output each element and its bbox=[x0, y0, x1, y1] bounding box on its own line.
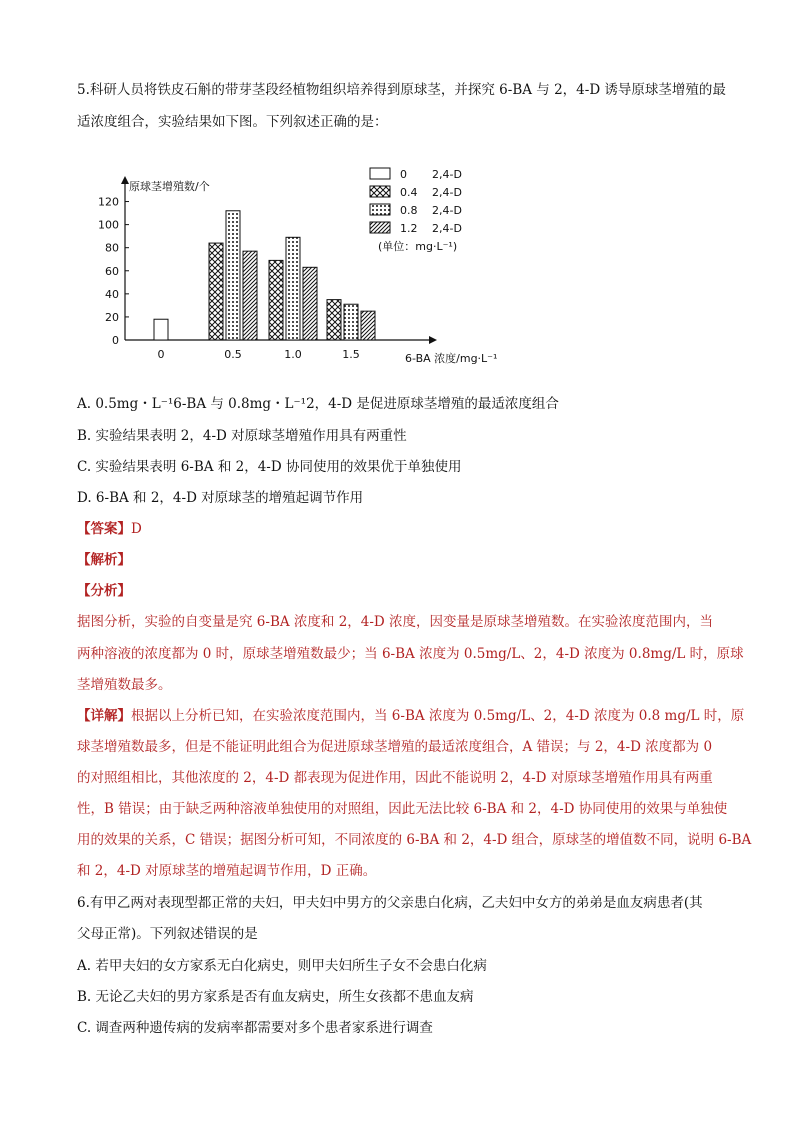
x-tick-label: 1.0 bbox=[284, 348, 302, 361]
bar bbox=[269, 260, 283, 340]
bar bbox=[154, 319, 168, 340]
bar bbox=[286, 237, 300, 340]
legend-swatch bbox=[370, 186, 390, 197]
legend-label: 0.4 bbox=[400, 186, 418, 199]
bar-chart-svg bbox=[95, 160, 515, 380]
legend-swatch bbox=[370, 204, 390, 215]
q5-stem-line2: 适浓度组合，实验结果如下图。下列叙述正确的是： bbox=[77, 114, 388, 130]
bar bbox=[243, 251, 257, 340]
x-tick-label: 0 bbox=[157, 348, 165, 361]
fenxi-line1: 据图分析，实验的自变量是究 6-BA 浓度和 2，4-D 浓度，因变量是原球茎增殖数。在实验浓度范围内，当 bbox=[77, 614, 714, 630]
xiangjie-line5: 用的效果的关系，C 错误；据图分析可知，不同浓度的 6-BA 和 2，4-D 组合，原球茎的增值数不同，说明 6-BA bbox=[77, 832, 752, 848]
q6-stem-line2: 父母正常)。下列叙述错误的是 bbox=[77, 926, 258, 942]
y-tick-label: 0 bbox=[112, 334, 119, 347]
legend-label: 2,4-D bbox=[432, 204, 462, 217]
answer-line bbox=[77, 519, 142, 539]
xiangjie-line2: 球茎增殖数最多，但是不能证明此组合为促进原球茎增殖的最适浓度组合，A 错误；与 2，4-D 浓度都为 0 bbox=[77, 739, 713, 755]
bar bbox=[344, 304, 358, 340]
q5-stem-line1: 5.科研人员将铁皮石斛的带芽茎段经植物组织培养得到原球茎，并探究 6-BA 与 2，4-D 诱导原球茎增殖的最 bbox=[77, 82, 726, 98]
xiangjie-text1: 根据以上分析已知，在实验浓度范围内，当 6-BA 浓度为 0.5mg/L、2，4-D 浓度为 0.8 mg/L 时，原 bbox=[131, 708, 745, 724]
bar bbox=[209, 243, 223, 340]
xiangjie-line6: 和 2，4-D 对原球茎的增殖起调节作用，D 正确。 bbox=[77, 863, 377, 879]
q5-option-d: D. 6-BA 和 2，4-D 对原球茎的增殖起调节作用 bbox=[77, 490, 364, 506]
q6-option-c: C. 调查两种遗传病的发病率都需要对多个患者家系进行调查 bbox=[77, 1020, 433, 1036]
bar bbox=[303, 267, 317, 340]
legend-swatch bbox=[370, 222, 390, 233]
legend-label: 0.8 bbox=[400, 204, 418, 217]
x-axis-label: 6-BA 浓度/mg·L⁻¹ bbox=[405, 352, 498, 365]
legend-swatch bbox=[370, 168, 390, 179]
answer-value: D bbox=[131, 521, 142, 537]
y-axis-arrow bbox=[121, 176, 129, 184]
y-axis-label: 原球茎增殖数/个 bbox=[129, 180, 210, 193]
y-tick-label: 80 bbox=[105, 241, 119, 255]
y-tick-label: 20 bbox=[105, 310, 119, 324]
answer-label: 【答案】 bbox=[77, 521, 131, 537]
legend-label: 2,4-D bbox=[432, 222, 462, 235]
xiangjie-line3: 的对照组相比，其他浓度的 2，4-D 都表现为促进作用，因此不能说明 2，4-D 对原球茎增殖作用具有两重 bbox=[77, 770, 713, 786]
legend-label: 1.2 bbox=[400, 222, 418, 235]
y-tick-label: 100 bbox=[98, 218, 119, 232]
x-tick-label: 1.5 bbox=[342, 348, 360, 361]
q5-option-a: A. 0.5mg・L⁻¹6-BA 与 0.8mg・L⁻¹2，4-D 是促进原球茎增殖的最适浓度组合 bbox=[77, 396, 559, 412]
fenxi-label: 【分析】 bbox=[77, 583, 131, 599]
bar bbox=[327, 300, 341, 340]
legend-label: 2,4-D bbox=[432, 186, 462, 199]
fenxi-line2: 两种溶液的浓度都为 0 时，原球茎增殖数最少；当 6-BA 浓度为 0.5mg/L、2，4-D 浓度为 0.8mg/L 时，原球 bbox=[77, 646, 744, 662]
q5-option-c: C. 实验结果表明 6-BA 和 2，4-D 协同使用的效果优于单独使用 bbox=[77, 459, 462, 475]
y-tick-label: 120 bbox=[98, 195, 119, 209]
x-axis-arrow bbox=[429, 336, 437, 344]
y-tick-label: 60 bbox=[105, 264, 119, 278]
q6-option-a: A. 若甲夫妇的女方家系无白化病史，则甲夫妇所生子女不会患白化病 bbox=[77, 958, 487, 974]
bar bbox=[361, 311, 375, 340]
legend-unit: (单位：mg·L⁻¹) bbox=[378, 240, 458, 253]
xiangjie-line1 bbox=[77, 706, 744, 726]
bar-chart bbox=[95, 160, 515, 380]
bar bbox=[226, 211, 240, 340]
xiangjie-label: 【详解】 bbox=[77, 708, 131, 724]
xiangjie-line4: 性，B 错误；由于缺乏两种溶液单独使用的对照组，因此无法比较 6-BA 和 2，4-D 协同使用的效果与单独使 bbox=[77, 801, 728, 817]
x-tick-label: 0.5 bbox=[224, 348, 242, 361]
y-tick-label: 40 bbox=[105, 287, 119, 301]
q5-option-b: B. 实验结果表明 2，4-D 对原球茎增殖作用具有两重性 bbox=[77, 428, 407, 444]
q6-option-b: B. 无论乙夫妇的男方家系是否有血友病史，所生女孩都不患血友病 bbox=[77, 989, 474, 1005]
jiexi-label: 【解析】 bbox=[77, 552, 131, 568]
legend-label: 0 bbox=[400, 168, 407, 181]
q6-stem-line1: 6.有甲乙两对表现型都正常的夫妇，甲夫妇中男方的父亲患白化病，乙夫妇中女方的弟弟是血友病患者(其 bbox=[77, 895, 703, 911]
fenxi-line3: 茎增殖数最多。 bbox=[77, 677, 172, 693]
legend-label: 2,4-D bbox=[432, 168, 462, 181]
